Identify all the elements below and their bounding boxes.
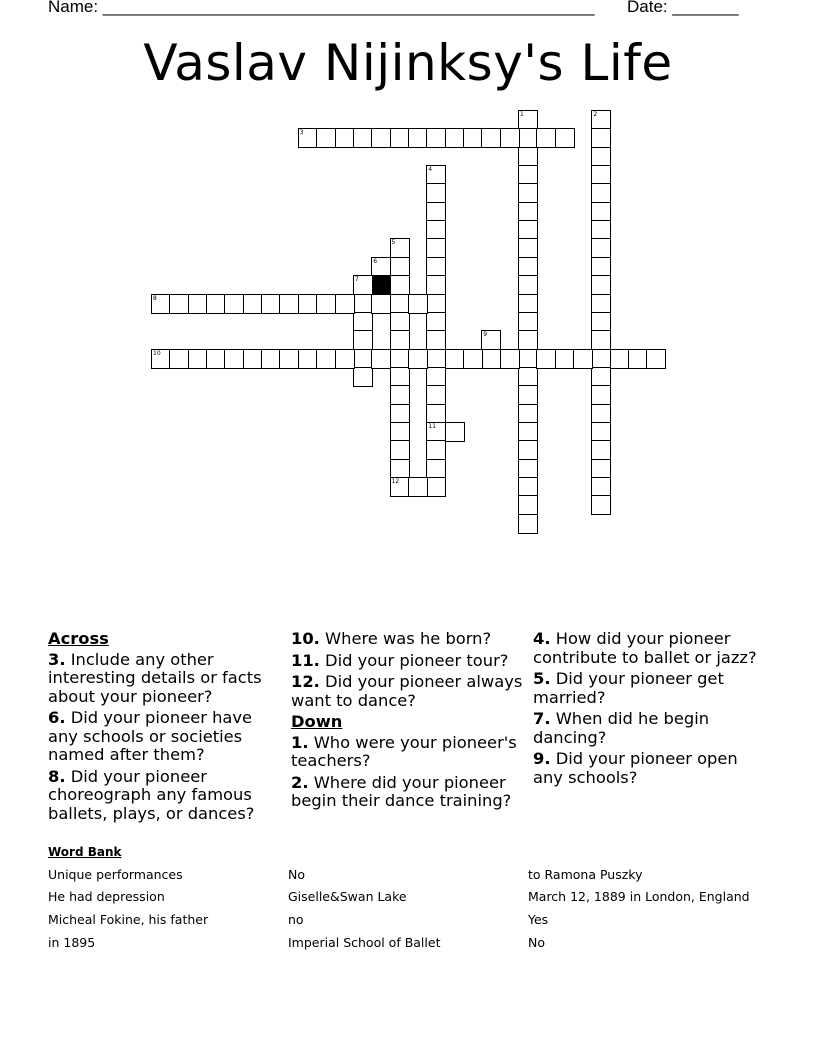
word-bank-item: Micheal Fokine, his father (48, 912, 209, 927)
clue-number: 5. (533, 669, 551, 688)
crossword-cell[interactable] (591, 440, 611, 460)
clue-number-label: 1 (520, 111, 524, 118)
word-bank-item: Unique performances (48, 867, 183, 882)
clue-column-1 (48, 630, 280, 826)
crossword-cell[interactable] (390, 404, 410, 424)
crossword-cell[interactable] (591, 128, 611, 148)
crossword-cell[interactable] (518, 514, 538, 534)
clue-down-5 (533, 670, 765, 707)
crossword-cell[interactable] (518, 220, 538, 240)
clue-number: 3. (48, 649, 66, 669)
crossword-cell[interactable] (371, 349, 391, 369)
crossword-cell[interactable] (151, 349, 171, 369)
crossword-cell[interactable] (390, 459, 410, 479)
crossword-cell[interactable] (536, 349, 556, 369)
clue-across-11 (291, 652, 523, 671)
crossword-cell[interactable] (500, 128, 520, 148)
clue-text: How did your pioneer contribute to ballet or jazz? (533, 629, 757, 667)
crossword-cell[interactable] (151, 294, 171, 314)
clue-number-label: 4 (428, 166, 433, 174)
puzzle-title: Vaslav Nijinksy's Life (143, 34, 673, 92)
crossword-cell[interactable] (371, 257, 391, 277)
word-bank-item: no (288, 912, 304, 927)
crossword-cell[interactable] (335, 128, 355, 148)
crossword-cell[interactable] (408, 128, 428, 148)
crossword-cell[interactable] (481, 128, 501, 148)
date-field-label: Date: _______ (627, 0, 739, 16)
crossword-cell[interactable] (335, 349, 355, 369)
crossword-cell[interactable] (518, 312, 538, 332)
crossword-cell[interactable] (224, 349, 244, 369)
crossword-cell[interactable] (426, 183, 446, 203)
word-bank-item: to Ramona Puszky (528, 867, 643, 882)
clue-across-3 (48, 651, 280, 707)
clue-column-3 (533, 630, 765, 790)
crossword-cell[interactable] (518, 128, 538, 148)
clue-text: Who were your pioneer's teachers? (291, 732, 517, 770)
crossword-cell[interactable] (500, 349, 520, 369)
clue-down-9 (533, 750, 765, 787)
crossword-cell[interactable] (353, 349, 373, 369)
word-bank-item: Imperial School of Ballet (288, 935, 441, 950)
word-bank-title: Word Bank (48, 845, 122, 859)
crossword-cell[interactable] (353, 128, 373, 148)
crossword-cell[interactable] (646, 349, 666, 369)
clue-number: 11. (291, 650, 320, 670)
crossword-cell[interactable] (279, 349, 299, 369)
crossword-cell[interactable] (408, 294, 428, 314)
crossword-cell[interactable] (518, 440, 538, 460)
crossword-cell[interactable] (426, 349, 446, 369)
across-heading: Across (48, 629, 109, 648)
clue-text: Did your pioneer open any schools? (533, 749, 738, 787)
crossword-cell[interactable] (243, 349, 263, 369)
crossword-cell[interactable] (353, 330, 373, 350)
crossword-cell[interactable] (298, 349, 318, 369)
clue-number-label: 5 (391, 239, 396, 247)
crossword-cell[interactable] (591, 275, 611, 295)
crossword-cell[interactable] (316, 349, 336, 369)
crossword-cell[interactable] (518, 257, 538, 277)
clue-number-label: 11 (428, 422, 436, 430)
crossword-cell[interactable] (518, 165, 538, 185)
crossword-cell[interactable] (426, 275, 446, 295)
clue-number-label: 9 (483, 331, 488, 339)
clue-number-label: 10 (153, 349, 161, 357)
crossword-cell[interactable] (591, 385, 611, 405)
word-bank-item: No (528, 935, 545, 950)
crossword-cell[interactable] (316, 128, 336, 148)
crossword-cell[interactable] (188, 294, 208, 314)
crossword-cell[interactable] (390, 275, 410, 295)
clue-text: Include any other interesting details or facts about your pioneer? (48, 649, 262, 706)
clue-number-label: 8 (153, 294, 157, 302)
crossword-cell[interactable] (353, 294, 373, 314)
crossword-cell[interactable] (555, 349, 575, 369)
crossword-cell[interactable] (426, 220, 446, 240)
clue-number-label: 6 (373, 257, 378, 265)
crossword-cell[interactable] (426, 477, 446, 497)
clue-text: When did he begin dancing? (533, 709, 710, 747)
crossword-cell[interactable] (573, 349, 593, 369)
clue-number: 10. (291, 629, 320, 648)
crossword-cell[interactable] (518, 330, 538, 350)
crossword-cell[interactable] (371, 294, 391, 314)
clue-down-7 (533, 710, 765, 747)
word-bank-item: No (288, 867, 305, 882)
crossword-cell[interactable] (426, 422, 446, 442)
crossword-cell[interactable] (591, 422, 611, 442)
crossword-cell[interactable] (518, 110, 538, 130)
crossword-cell[interactable] (555, 128, 575, 148)
down-heading: Down (291, 712, 343, 731)
clue-text: Did your pioneer choreograph any famous ballets, plays, or dances? (48, 766, 255, 823)
clue-number: 7. (533, 709, 551, 728)
clue-number-label: 3 (299, 129, 304, 137)
crossword-cell[interactable] (371, 128, 391, 148)
crossword-cell[interactable] (426, 440, 446, 460)
crossword-cell[interactable] (316, 294, 336, 314)
crossword-cell[interactable] (518, 404, 538, 424)
crossword-cell[interactable] (390, 440, 410, 460)
crossword-cell[interactable] (591, 220, 611, 240)
crossword-cell[interactable] (518, 294, 538, 314)
crossword-cell[interactable] (518, 459, 538, 479)
crossword-cell[interactable] (518, 202, 538, 222)
crossword-cell[interactable] (426, 238, 446, 258)
crossword-cell[interactable] (591, 238, 611, 258)
clue-number-label: 12 (391, 478, 400, 485)
crossword-cell[interactable] (390, 238, 410, 258)
crossword-cell[interactable] (610, 349, 630, 369)
crossword-cell[interactable] (353, 367, 373, 387)
crossword-cell[interactable] (591, 349, 611, 369)
clue-number-label: 7 (354, 276, 359, 284)
crossword-cell[interactable] (591, 257, 611, 277)
clue-across-10 (291, 630, 523, 649)
crossword-cell[interactable] (426, 312, 446, 332)
crossword-cell[interactable] (518, 183, 538, 203)
crossword-cell[interactable] (279, 294, 299, 314)
crossword-cell[interactable] (518, 477, 538, 497)
clue-down-2 (291, 774, 523, 811)
crossword-cell[interactable] (426, 404, 446, 424)
word-bank-item: Yes (528, 912, 549, 927)
crossword-cell[interactable] (518, 147, 538, 167)
clue-text: Where did your pioneer begin their dance training? (291, 772, 512, 810)
crossword-cell[interactable] (390, 477, 410, 497)
crossword-cell[interactable] (390, 312, 410, 332)
crossword-cell[interactable] (518, 275, 538, 295)
crossword-cell[interactable] (353, 275, 373, 295)
crossword-cell[interactable] (591, 404, 611, 424)
crossword-cell[interactable] (426, 128, 446, 148)
crossword-cell[interactable] (591, 330, 611, 350)
crossword-cell[interactable] (390, 330, 410, 350)
crossword-cell[interactable] (335, 294, 355, 314)
crossword-cell[interactable] (261, 294, 281, 314)
clue-across-12 (291, 673, 523, 710)
crossword-cell[interactable] (243, 294, 263, 314)
name-field-label: Name: ____________________________________________________ (48, 0, 595, 16)
crossword-cell[interactable] (426, 257, 446, 277)
crossword-cell[interactable] (463, 349, 483, 369)
crossword-cell[interactable] (445, 349, 465, 369)
clue-number: 12. (291, 672, 320, 691)
crossword-cell[interactable] (169, 294, 189, 314)
crossword-cell[interactable] (390, 422, 410, 442)
word-bank-item: Giselle&Swan Lake (288, 889, 407, 904)
crossword-cell[interactable] (169, 349, 189, 369)
crossword-cell[interactable] (298, 294, 318, 314)
crossword-cell[interactable] (591, 367, 611, 387)
crossword-cell[interactable] (426, 459, 446, 479)
crossword-cell[interactable] (591, 147, 611, 167)
crossword-cell[interactable] (591, 110, 611, 130)
crossword-cell[interactable] (408, 349, 428, 369)
crossword-cell[interactable] (353, 312, 373, 332)
crossword-cell[interactable] (426, 165, 446, 185)
crossword-cell[interactable] (426, 294, 446, 314)
crossword-cell[interactable] (481, 330, 501, 350)
clue-number: 2. (291, 772, 309, 792)
crossword-cell[interactable] (206, 294, 226, 314)
crossword-cell[interactable] (426, 367, 446, 387)
crossword-cell[interactable] (426, 385, 446, 405)
crossword-cell[interactable] (518, 385, 538, 405)
word-bank-item: He had depression (48, 889, 165, 904)
crossword-cell[interactable] (298, 128, 318, 148)
crossword-cell[interactable] (188, 349, 208, 369)
clue-number: 4. (533, 629, 551, 648)
crossword-cell[interactable] (591, 165, 611, 185)
crossword-cell[interactable] (206, 349, 226, 369)
crossword-cell[interactable] (518, 238, 538, 258)
crossword-cell[interactable] (591, 202, 611, 222)
crossword-cell[interactable] (408, 477, 428, 497)
crossword-cell[interactable] (518, 367, 538, 387)
crossword-cell[interactable] (445, 128, 465, 148)
word-bank-item: March 12, 1889 in London, England (528, 889, 750, 904)
crossword-cell[interactable] (591, 459, 611, 479)
clue-number-label: 2 (593, 111, 598, 118)
crossword-cell[interactable] (390, 349, 410, 369)
crossword-cell[interactable] (518, 349, 538, 369)
clue-text: Did your pioneer tour? (325, 650, 509, 670)
clue-number: 1. (291, 732, 309, 752)
black-cell (371, 275, 391, 295)
crossword-cell[interactable] (536, 128, 556, 148)
crossword-cell[interactable] (628, 349, 648, 369)
clue-down-4 (533, 630, 765, 667)
crossword-cell[interactable] (390, 294, 410, 314)
word-bank-item: in 1895 (48, 935, 96, 950)
crossword-cell[interactable] (591, 294, 611, 314)
clue-number: 8. (48, 766, 66, 786)
crossword-cell[interactable] (390, 128, 410, 148)
crossword-cell[interactable] (390, 257, 410, 277)
clue-down-1 (291, 734, 523, 771)
crossword-cell[interactable] (591, 312, 611, 332)
clue-text: Did your pioneer always want to dance? (291, 672, 523, 710)
crossword-cell[interactable] (518, 495, 538, 515)
crossword-cell[interactable] (390, 367, 410, 387)
crossword-cell[interactable] (426, 202, 446, 222)
clue-across-6 (48, 709, 280, 765)
crossword-cell[interactable] (426, 330, 446, 350)
clue-text: Did your pioneer get married? (533, 669, 724, 707)
crossword-cell[interactable] (390, 385, 410, 405)
crossword-cell[interactable] (445, 422, 465, 442)
crossword-cell[interactable] (591, 495, 611, 515)
clue-number: 6. (48, 708, 66, 727)
crossword-cell[interactable] (261, 349, 281, 369)
clue-text: Where was he born? (325, 629, 492, 648)
crossword-cell[interactable] (518, 422, 538, 442)
clue-column-2 (291, 630, 523, 814)
crossword-cell[interactable] (591, 477, 611, 497)
crossword-cell[interactable] (224, 294, 244, 314)
clue-across-8 (48, 768, 280, 824)
crossword-cell[interactable] (591, 183, 611, 203)
clue-text: Did your pioneer have any schools or societies named after them? (48, 708, 253, 764)
clue-number: 9. (533, 749, 551, 768)
crossword-cell[interactable] (463, 128, 483, 148)
crossword-cell[interactable] (481, 349, 501, 369)
